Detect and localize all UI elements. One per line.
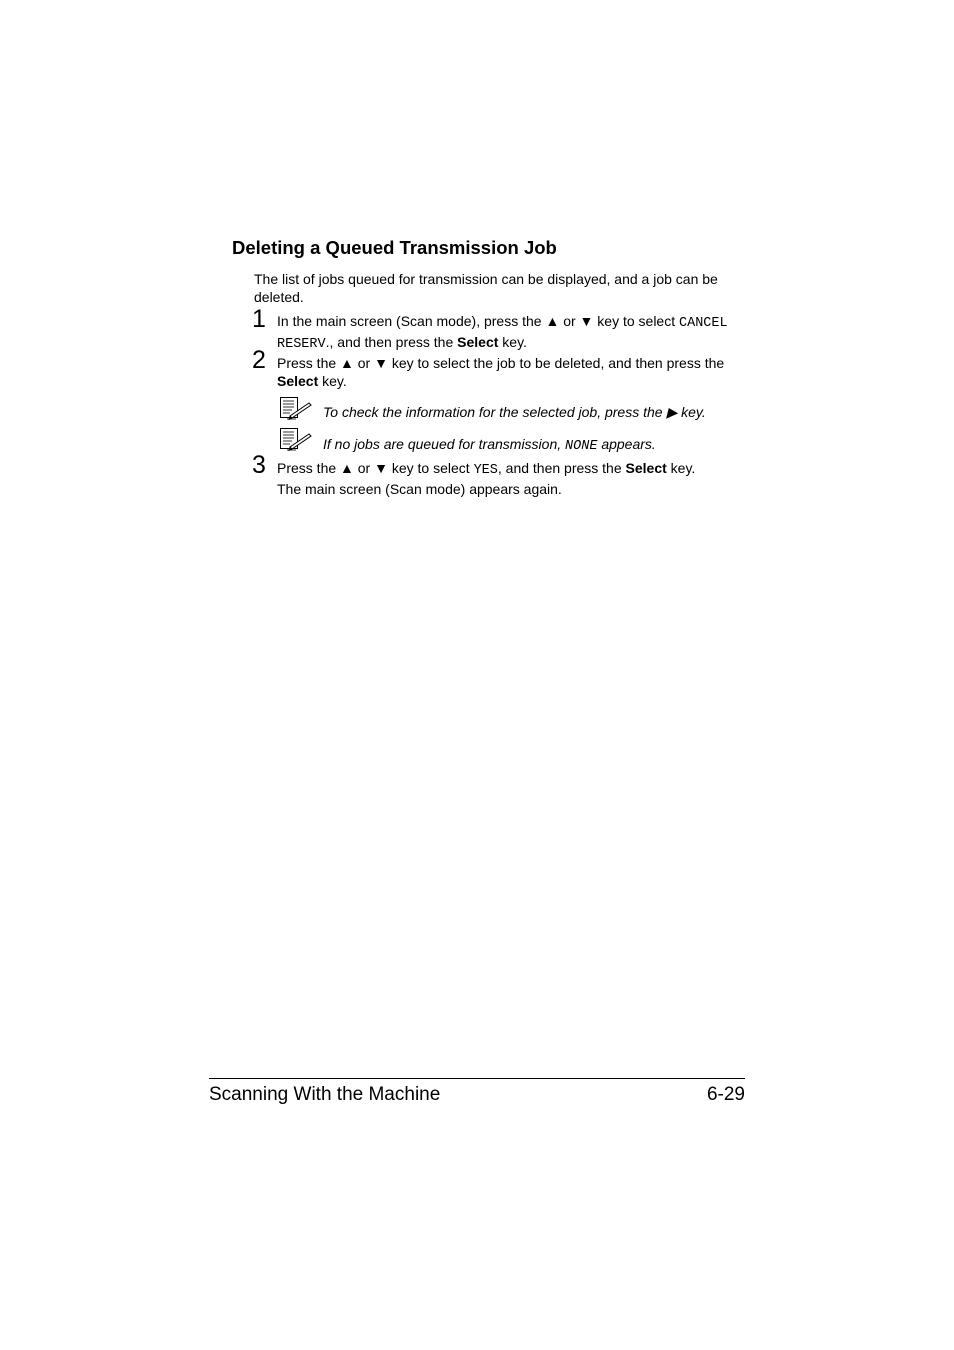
footer-title: Scanning With the Machine bbox=[209, 1084, 441, 1105]
page-number: 6-29 bbox=[706, 1084, 745, 1105]
step-number-2: 2 bbox=[252, 346, 266, 374]
step-number-1: 1 bbox=[252, 305, 266, 333]
step-1-code: CANCEL RESERV bbox=[277, 316, 728, 352]
step-2-text-b: key. bbox=[318, 373, 347, 389]
step-3-bold: Select bbox=[625, 460, 667, 476]
step-number-3: 3 bbox=[252, 451, 266, 479]
step-3-line-2: The main screen (Scan mode) appears again. bbox=[277, 481, 562, 497]
note-2-text-a: If no jobs are queued for transmission, bbox=[323, 436, 566, 452]
note-text-2 bbox=[323, 435, 656, 456]
step-3-text-a: Press the ▲ or ▼ key to select bbox=[277, 460, 474, 476]
step-2-text-a: Press the ▲ or ▼ key to select the job to be deleted, and then press the bbox=[277, 355, 725, 371]
note-pen-icon bbox=[278, 427, 314, 453]
intro-paragraph: The list of jobs queued for transmission can be displayed, and a job can be deleted. bbox=[254, 271, 718, 305]
step-1-text-b: ., and then press the bbox=[325, 334, 458, 350]
step-3-code: YES bbox=[473, 463, 498, 478]
step-text-1 bbox=[277, 312, 747, 354]
step-text-3 bbox=[277, 459, 747, 498]
step-1-text-a: In the main screen (Scan mode), press the ▲ or ▼ key to select bbox=[277, 313, 679, 329]
note-text-1: To check the information for the selected job, press the ▶ key. bbox=[323, 404, 706, 420]
section-heading: Deleting a Queued Transmission Job bbox=[232, 237, 557, 258]
step-3-text-b: , and then press the bbox=[497, 460, 626, 476]
step-2-bold: Select bbox=[277, 373, 319, 389]
step-1-bold: Select bbox=[457, 334, 499, 350]
note-2-text-b: appears. bbox=[597, 436, 656, 452]
footer-divider bbox=[209, 1078, 745, 1079]
step-text-2 bbox=[277, 354, 743, 390]
note-2-code: NONE bbox=[565, 439, 598, 454]
note-pen-icon bbox=[278, 396, 314, 422]
step-3-text-c: key. bbox=[666, 460, 696, 476]
step-1-text-c: key. bbox=[498, 334, 527, 350]
step-3-line-1 bbox=[277, 459, 747, 480]
